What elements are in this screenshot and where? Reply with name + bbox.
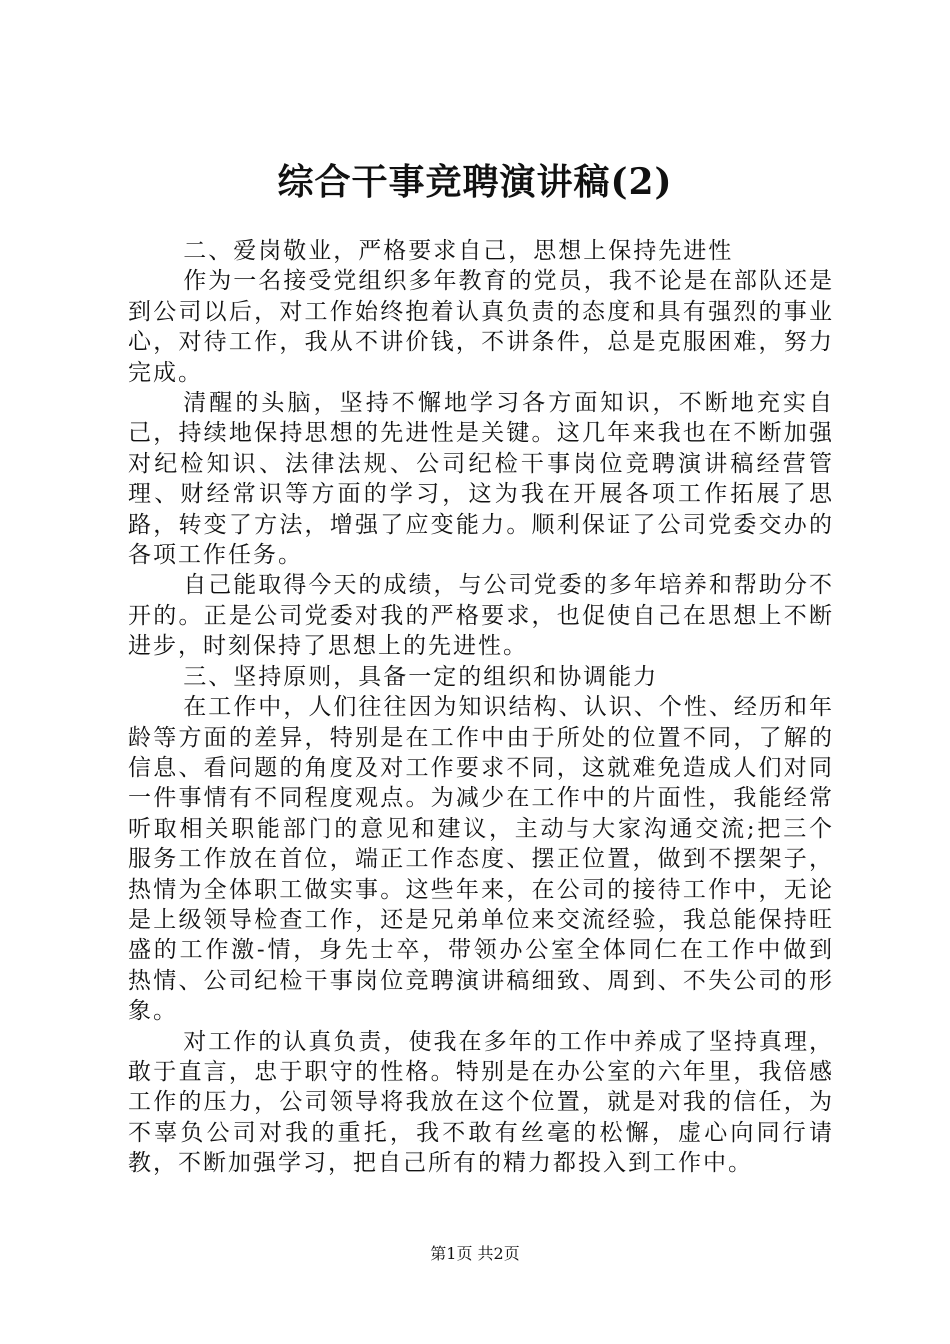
section-heading-2: 二、爱岗敬业，严格要求自己，思想上保持先进性	[183, 238, 734, 264]
body-paragraph: 清醒的头脑，坚持不懈地学习各方面知识，不断地充实自己，持续地保持思想的先进性是关键。这几年来我也在不断加强对纪检知识、法律法规、公司纪检干事岗位竞聘演讲稿经营管理、财经常识等方面的学习，这为我在开展各项工作拓展了思路，转变了方法，增强了应变能力。顺利保证了公司党委交办的各项工作任务。	[128, 390, 834, 569]
body-paragraph: 自己能取得今天的成绩，与公司党委的多年培养和帮助分不开的。正是公司党委对我的严格要求，也促使自己在思想上不断进步，时刻保持了思想上的先进性。	[128, 572, 834, 660]
body-paragraph: 在工作中，人们往往因为知识结构、认识、个性、经历和年龄等方面的差异，特别是在工作中由于所处的位置不同，了解的信息、看问题的角度及对工作要求不同，这就难免造成人们对同一件事情有不同程度观点。为减少在工作中的片面性，我能经常听取相关职能部门的意见和建议，主动与大家沟通交流;把三个服务工作放在首位，端正工作态度、摆正位置，做到不摆架子，热情为全体职工做实事。这些年来，在公司的接待工作中，无论是上级领导检查工作，还是兄弟单位来交流经验，我总能保持旺盛的工作激-情，身先士卒，带领办公室全体同仁在工作中做到热情、公司纪检干事岗位竞聘演讲稿细致、周到、不失公司的形象。	[128, 694, 834, 1025]
body-paragraph: 作为一名接受党组织多年教育的党员，我不论是在部队还是到公司以后，对工作始终抱着认真负责的态度和具有强烈的事业心，对待工作，我从不讲价钱，不讲条件，总是克服困难，努力完成。	[128, 268, 834, 386]
body-paragraph: 对工作的认真负责，使我在多年的工作中养成了坚持真理，敢于直言，忠于职守的性格。特别是在办公室的六年里，我倍感工作的压力，公司领导将我放在这个位置，就是对我的信任，为不辜负公司对我的重托，我不敢有丝毫的松懈，虚心向同行请教，不断加强学习，把自己所有的精力都投入到工作中。	[128, 1028, 834, 1177]
document-title: 综合干事竞聘演讲稿(2)	[277, 161, 673, 203]
document-body	[128, 236, 834, 1179]
page-footer: 第1页 共2页	[430, 1244, 520, 1263]
section-heading-3: 三、坚持原则，具备一定的组织和协调能力	[183, 663, 659, 690]
